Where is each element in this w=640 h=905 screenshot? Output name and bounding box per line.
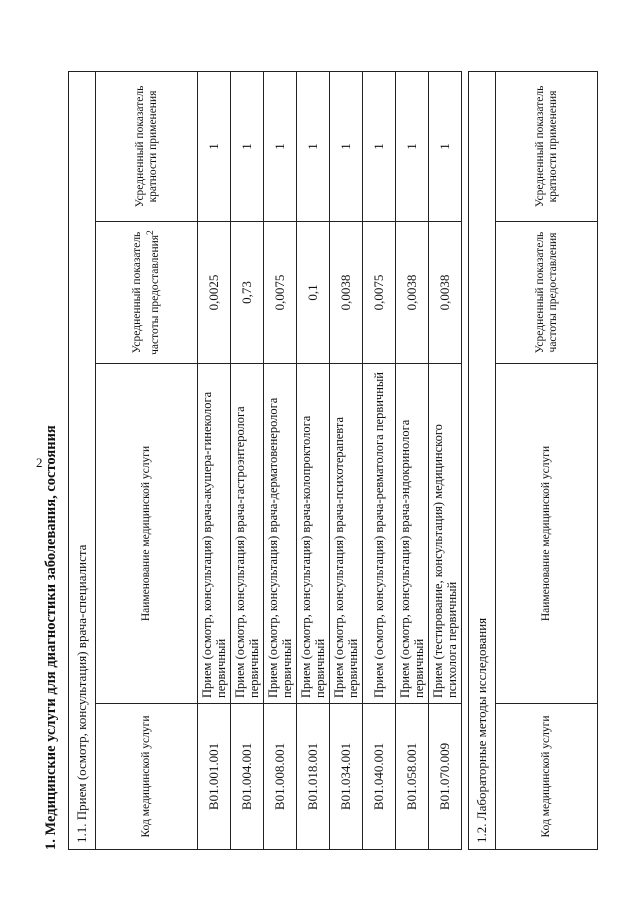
service-code: B01.070.009 [429, 704, 462, 850]
frequency-value: 0,0038 [429, 222, 462, 364]
header-freq [96, 222, 198, 364]
frequency-value: 0,0025 [198, 222, 231, 364]
table-row [396, 71, 429, 849]
table1-caption: 1.1. Прием (осмотр, консультация) врача-специалиста [69, 71, 96, 849]
header-freq: Усредненный показатель частоты предоставления [496, 222, 598, 364]
service-name: Прием (осмотр, консультация) врача-акушера-гинеколога первичный [198, 364, 231, 704]
header-code: Код медицинской услуги [496, 704, 598, 850]
frequency-value: 0,0038 [396, 222, 429, 364]
multiplicity-value: 1 [198, 71, 231, 221]
multiplicity-value: 1 [264, 71, 297, 221]
frequency-value: 0,0075 [363, 222, 396, 364]
footnote-marker: 2 [145, 230, 157, 235]
page-number: 2 [36, 455, 43, 470]
table-row [231, 71, 264, 849]
header-name: Наименование медицинской услуги [96, 364, 198, 704]
service-name: Прием (тестирование, консультация) медицинского психолога первичный [429, 364, 462, 704]
service-name: Прием (осмотр, консультация) врача-ревматолога первичный [363, 364, 396, 704]
frequency-value: 0,0038 [330, 222, 363, 364]
section-title-text: Медицинские услуги для диагностики заболевания, состояния [43, 425, 59, 836]
section-title [40, 60, 62, 850]
table2-caption: 1.2. Лабораторные методы исследования [469, 71, 496, 849]
header-name: Наименование медицинской услуги [496, 364, 598, 704]
service-code: B01.008.001 [264, 704, 297, 850]
table-row [264, 71, 297, 849]
service-code: B01.058.001 [396, 704, 429, 850]
frequency-value: 0,1 [297, 222, 330, 364]
service-name: Прием (осмотр, консультация) врача-эндокринолога первичный [396, 364, 429, 704]
table-row [330, 71, 363, 849]
table-row [429, 71, 462, 849]
table-doctor-visits [68, 71, 462, 850]
table-row [198, 71, 231, 849]
service-name: Прием (осмотр, консультация) врача-дерматовенеролога первичный [264, 364, 297, 704]
frequency-value: 0,73 [231, 222, 264, 364]
header-freq-text: Усредненный показатель частоты предоставления [131, 231, 161, 355]
table-row [363, 71, 396, 849]
multiplicity-value: 1 [297, 71, 330, 221]
service-code: B01.034.001 [330, 704, 363, 850]
multiplicity-value: 1 [363, 71, 396, 221]
service-name: Прием (осмотр, консультация) врача-колопроктолога первичный [297, 364, 330, 704]
service-name: Прием (осмотр, консультация) врача-гастроэнтеролога первичный [231, 364, 264, 704]
service-code: B01.004.001 [231, 704, 264, 850]
header-mult: Усредненный показатель кратности применения [496, 71, 598, 221]
section-number: 1. [43, 839, 59, 850]
multiplicity-value: 1 [429, 71, 462, 221]
service-name: Прием (осмотр, консультация) врача-психотерапевта первичный [330, 364, 363, 704]
header-mult: Усредненный показатель кратности применения [96, 71, 198, 221]
multiplicity-value: 1 [231, 71, 264, 221]
multiplicity-value: 1 [396, 71, 429, 221]
service-code: B01.018.001 [297, 704, 330, 850]
service-code: B01.040.001 [363, 704, 396, 850]
table-lab-methods [468, 71, 598, 850]
service-code: B01.001.001 [198, 704, 231, 850]
table-row [297, 71, 330, 849]
multiplicity-value: 1 [330, 71, 363, 221]
header-code: Код медицинской услуги [96, 704, 198, 850]
table1-body [198, 71, 462, 849]
rotated-page-content [40, 60, 600, 850]
frequency-value: 0,0075 [264, 222, 297, 364]
